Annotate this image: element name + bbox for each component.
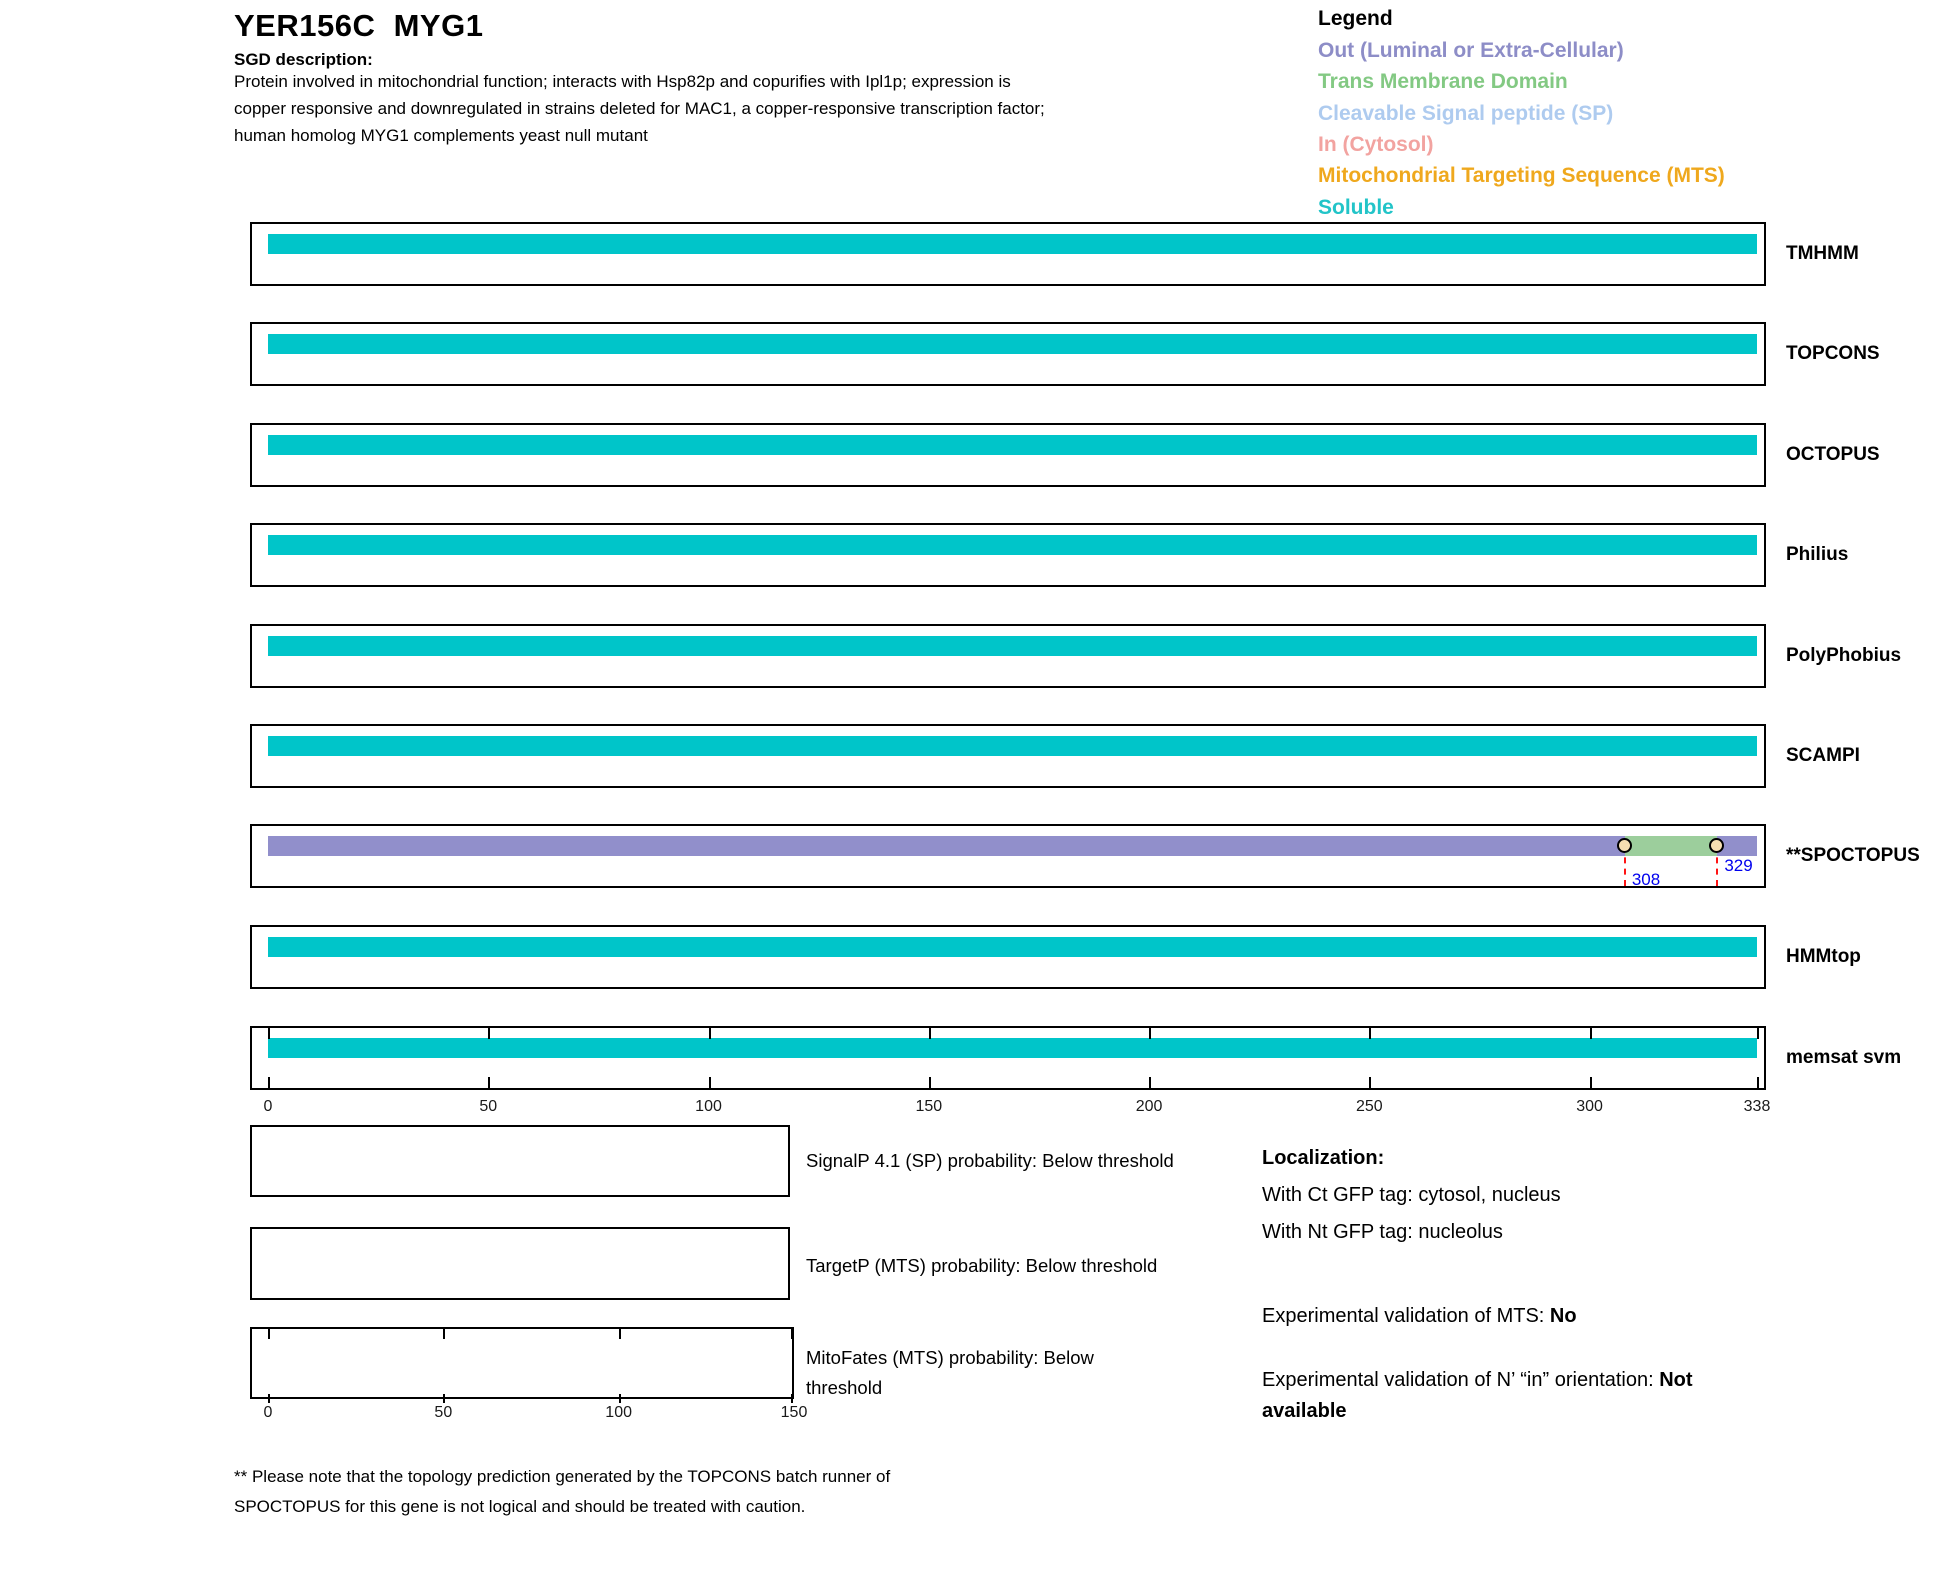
legend-item-sp: Cleavable Signal peptide (SP): [1318, 101, 1614, 125]
track-box-octopus: [250, 423, 1766, 487]
segment-out: [268, 836, 1757, 856]
track-box-scampi: [250, 724, 1766, 788]
mitofates-tick-top: [619, 1329, 621, 1339]
targetp-plot-label: TargetP (MTS) probability: Below threshold: [806, 1255, 1158, 1276]
track-label-scampi: SCAMPI: [1786, 745, 1860, 766]
segment-soluble: [268, 1038, 1757, 1058]
mitofates-tick-bottom: [268, 1394, 270, 1403]
track-box-memsatsvm: [250, 1026, 1766, 1090]
segment-soluble: [268, 334, 1757, 354]
legend-item-out: Out (Luminal or Extra-Cellular): [1318, 39, 1624, 62]
mitofates-axis-tick-label: 0: [263, 1404, 273, 1421]
segment-tm: [1625, 836, 1718, 856]
track-label-tmhmm: TMHMM: [1786, 243, 1859, 264]
track-label-memsatsvm: memsat svm: [1786, 1047, 1902, 1068]
legend-item-mts: Mitochondrial Targeting Sequence (MTS): [1318, 164, 1725, 188]
axis-tick-top: [1590, 1028, 1592, 1039]
mitofates-tick-top: [443, 1329, 445, 1339]
track-label-philius: Philius: [1786, 544, 1849, 565]
orientation-validation-label: Experimental validation of N’ “in” orientation:: [1262, 1369, 1654, 1391]
axis-tick-bottom: [1369, 1077, 1371, 1088]
axis-tick-bottom: [488, 1077, 490, 1088]
axis-tick-top: [1149, 1028, 1151, 1039]
mts-validation-label: Experimental validation of MTS:: [1262, 1305, 1545, 1327]
track-box-hmmtop: [250, 925, 1766, 989]
segment-soluble: [268, 234, 1757, 254]
mitofates-axis-tick-label: 50: [434, 1404, 453, 1421]
track-label-hmmtop: HMMtop: [1786, 946, 1861, 967]
mitofates-tick-bottom: [619, 1394, 621, 1403]
track-box-spoctopus: [250, 824, 1766, 888]
axis-tick-bottom: [1757, 1077, 1759, 1088]
residue-axis-tick-label: 0: [263, 1098, 273, 1115]
axis-tick-bottom: [1590, 1077, 1592, 1088]
targetp-plot-box: [250, 1227, 790, 1300]
sgd-description-line: copper responsive and downregulated in strains deleted for MAC1, a copper-responsive transcription factor;: [234, 99, 1045, 118]
boundary-position-label: 329: [1724, 856, 1753, 875]
axis-tick-bottom: [929, 1077, 931, 1088]
axis-tick-top: [268, 1028, 270, 1039]
axis-tick-top: [1369, 1028, 1371, 1039]
residue-axis-tick-label: 200: [1135, 1098, 1163, 1115]
signalp-plot-label: SignalP 4.1 (SP) probability: Below threshold: [806, 1150, 1174, 1171]
track-label-polyphobius: PolyPhobius: [1786, 645, 1902, 666]
axis-tick-top: [488, 1028, 490, 1039]
mitofates-plot-label-line2: threshold: [806, 1377, 883, 1398]
residue-axis-tick-label: 50: [479, 1098, 498, 1115]
segment-soluble: [268, 736, 1757, 756]
mitofates-axis-tick-label: 100: [605, 1404, 633, 1421]
axis-tick-top: [1757, 1028, 1759, 1039]
localization-ct-gfp: With Ct GFP tag: cytosol, nucleus: [1262, 1184, 1561, 1206]
residue-axis-tick-label: 150: [915, 1098, 943, 1115]
localization-title: Localization:: [1262, 1147, 1385, 1169]
boundary-marker-icon: [1617, 838, 1632, 853]
sgd-description-line: human homolog MYG1 complements yeast null mutant: [234, 126, 648, 145]
legend-item-tm: Trans Membrane Domain: [1318, 70, 1568, 94]
mts-validation: [1262, 1305, 1577, 1328]
track-box-philius: [250, 523, 1766, 587]
footnote-line-2: SPOCTOPUS for this gene is not logical and should be treated with caution.: [234, 1497, 806, 1516]
axis-tick-top: [709, 1028, 711, 1039]
sgd-description-line: Protein involved in mitochondrial function; interacts with Hsp82p and copurifies with Ipl1p; expression is: [234, 72, 1011, 91]
segment-soluble: [268, 435, 1757, 455]
orientation-validation: [1262, 1365, 1732, 1427]
track-box-topcons: [250, 322, 1766, 386]
mitofates-plot-label-line1: MitoFates (MTS) probability: Below: [806, 1347, 1094, 1368]
signalp-plot-box: [250, 1125, 790, 1197]
track-box-polyphobius: [250, 624, 1766, 688]
footnote-line-1: ** Please note that the topology prediction generated by the TOPCONS batch runner of: [234, 1467, 891, 1486]
residue-axis-tick-label: 250: [1355, 1098, 1383, 1115]
track-box-tmhmm: [250, 222, 1766, 286]
mitofates-tick-top: [268, 1329, 270, 1339]
mitofates-tick-bottom: [443, 1394, 445, 1403]
mts-validation-value: No: [1549, 1305, 1577, 1327]
track-label-spoctopus: **SPOCTOPUS: [1786, 845, 1920, 866]
residue-axis-tick-label: 300: [1576, 1098, 1603, 1115]
residue-axis-tick-label: 338: [1743, 1098, 1771, 1115]
segment-soluble: [268, 636, 1757, 656]
mitofates-tick-bottom: [791, 1394, 793, 1403]
axis-tick-bottom: [268, 1077, 270, 1088]
localization-nt-gfp: With Nt GFP tag: nucleolus: [1262, 1221, 1503, 1243]
orientation-validation-value: Not available: [1262, 1369, 1693, 1422]
page-title: YER156C MYG1: [234, 8, 484, 43]
axis-tick-top: [929, 1028, 931, 1039]
segment-soluble: [268, 937, 1757, 957]
mitofates-tick-top: [791, 1329, 793, 1339]
segment-soluble: [268, 535, 1757, 555]
mitofates-plot-box: [250, 1327, 794, 1399]
axis-tick-bottom: [709, 1077, 711, 1088]
sgd-description-label: SGD description:: [234, 50, 373, 69]
mitofates-axis-tick-label: 150: [780, 1404, 808, 1421]
boundary-position-label: 308: [1631, 870, 1661, 889]
legend-item-in: In (Cytosol): [1318, 132, 1434, 156]
residue-axis-tick-label: 100: [695, 1098, 722, 1115]
track-label-topcons: TOPCONS: [1786, 343, 1880, 364]
track-label-octopus: OCTOPUS: [1786, 444, 1880, 465]
legend-title: Legend: [1318, 7, 1393, 30]
legend-item-soluble: Soluble: [1318, 195, 1394, 219]
axis-tick-bottom: [1149, 1077, 1151, 1088]
